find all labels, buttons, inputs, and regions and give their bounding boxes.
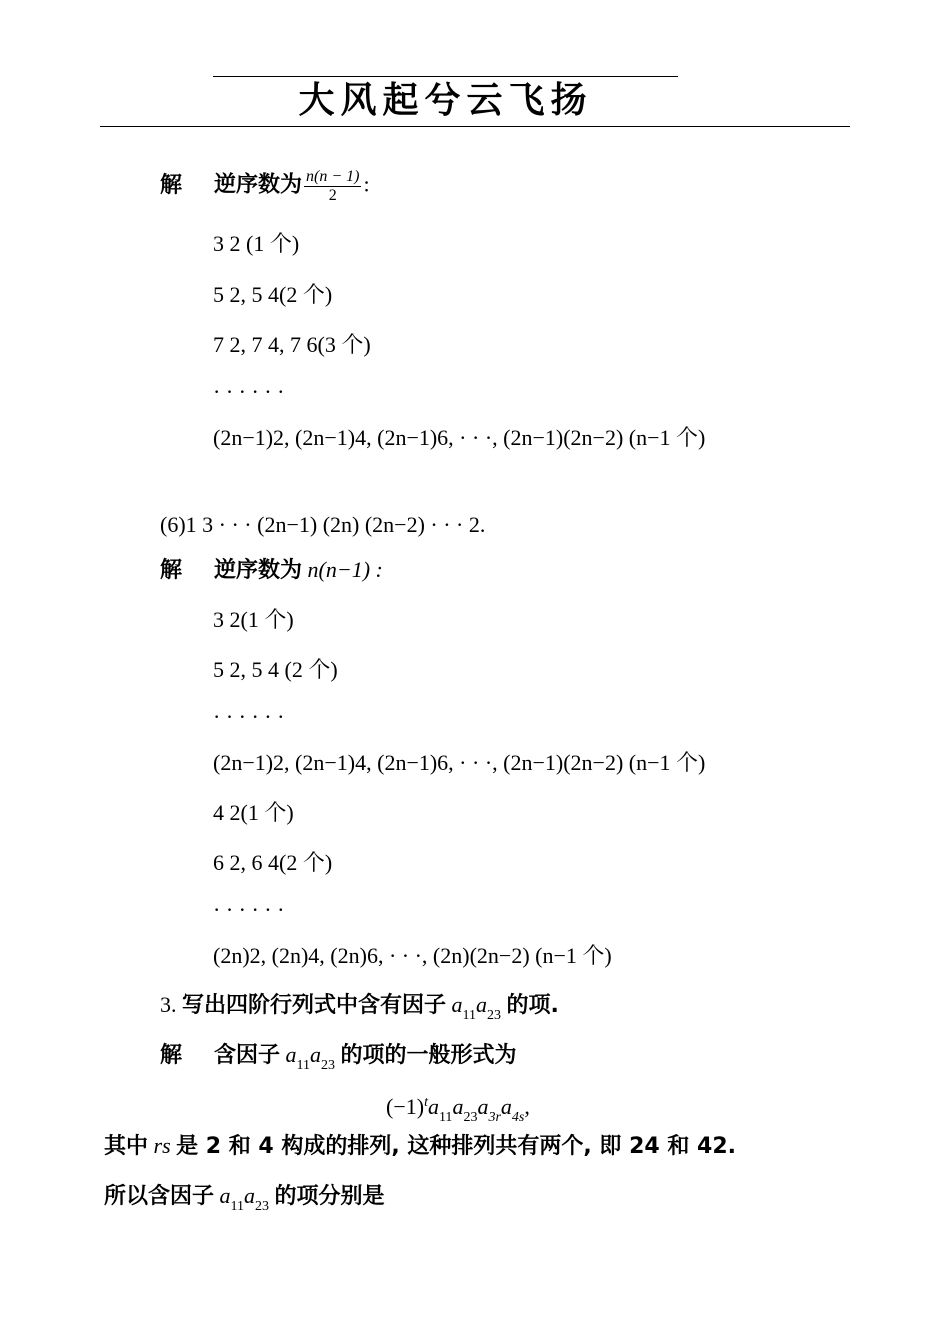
var-a: a (285, 1042, 297, 1067)
problem-text: 写出四阶行列式中含有因子 (182, 993, 447, 1018)
problem-number: 3. (160, 992, 177, 1017)
solution-label: 解 (160, 558, 183, 583)
var-a: a (427, 1094, 439, 1119)
pair-line: 6 2, 6 4(2 个) (213, 850, 333, 875)
sub-index: 23 (487, 1008, 501, 1023)
fraction-denominator: 2 (328, 187, 337, 204)
sub-index: 23 (463, 1110, 478, 1125)
var-a: a (244, 1183, 255, 1208)
so-text: 所以含因子 (104, 1184, 215, 1209)
pair-line-general: (2n−1)2, (2n−1)4, (2n−1)6, · · ·, (2n−1)(2n−2) (n−1 个) (213, 425, 706, 450)
solution-label: 解 (160, 172, 183, 198)
term-formula (386, 1093, 530, 1125)
inversion-text: 逆序数为 (214, 172, 303, 198)
solution-text: 含因子 (214, 1043, 281, 1068)
inversion-expr: n(n−1) : (307, 557, 383, 582)
header-rule-top (213, 76, 678, 77)
pair-line: 5 2, 5 4(2 个) (213, 282, 333, 307)
so-text-end: 的项分别是 (274, 1184, 385, 1209)
solution-intro-1 (160, 168, 370, 205)
var-a: a (477, 1094, 489, 1119)
where-line (104, 1132, 736, 1161)
var-a: a (476, 992, 487, 1017)
problem-text-end: 的项. (506, 993, 559, 1018)
sub-index: 4s (511, 1110, 525, 1125)
solution-label: 解 (160, 1043, 183, 1068)
where-prefix: 其中 (104, 1134, 149, 1159)
pair-line: 3 2(1 个) (213, 607, 294, 632)
sub-index: 3r (488, 1110, 501, 1125)
sub-index: 23 (255, 1199, 269, 1214)
var-a: a (500, 1094, 512, 1119)
pair-line-general: (2n)2, (2n)4, (2n)6, · · ·, (2n)(2n−2) (n−1 个) (213, 943, 612, 968)
pair-line: 4 2(1 个) (213, 800, 294, 825)
sub-index: 11 (296, 1058, 310, 1073)
ellipsis-line: · · · · · · (213, 897, 285, 922)
var-a: a (452, 1094, 464, 1119)
var-a: a (310, 1042, 321, 1067)
ellipsis-line: · · · · · · (213, 379, 285, 404)
solution-text-end: 的项的一般形式为 (340, 1043, 517, 1068)
pair-line: 5 2, 5 4 (2 个) (213, 657, 338, 682)
so-line (104, 1182, 385, 1214)
var-a: a (219, 1183, 231, 1208)
fraction (304, 168, 361, 205)
pair-line-general: (2n−1)2, (2n−1)4, (2n−1)6, · · ·, (2n−1)(2n−2) (n−1 个) (213, 750, 706, 775)
ellipsis-line: · · · · · · (213, 704, 285, 729)
pair-line: 3 2 (1 个) (213, 231, 300, 256)
where-text: 是 2 和 4 构成的排列, 这种排列共有两个, 即 24 和 42. (176, 1134, 736, 1159)
pair-line: 7 2, 7 4, 7 6(3 个) (213, 332, 371, 357)
problem-3-statement (160, 991, 559, 1023)
header-title: 大风起兮云飞扬 (298, 80, 593, 121)
solution-3-intro (160, 1041, 517, 1073)
solution-intro-6 (160, 556, 383, 585)
sub-index: 11 (230, 1199, 244, 1214)
header-rule-bottom (100, 126, 850, 127)
sign-factor: (−1) (386, 1094, 425, 1119)
fraction-numerator: n(n − 1) (306, 168, 360, 185)
problem-6-statement: (6)1 3 · · · (2n−1) (2n) (2n−2) · · · 2. (160, 512, 486, 537)
colon: : (363, 171, 370, 197)
inversion-text: 逆序数为 (214, 558, 303, 583)
exponent-t: t (424, 1095, 428, 1110)
sub-index: 23 (321, 1058, 335, 1073)
sub-index: 11 (438, 1110, 453, 1125)
comma: , (524, 1094, 530, 1119)
var-a: a (451, 992, 463, 1017)
var-rs: rs (153, 1133, 171, 1158)
sub-index: 11 (462, 1008, 476, 1023)
